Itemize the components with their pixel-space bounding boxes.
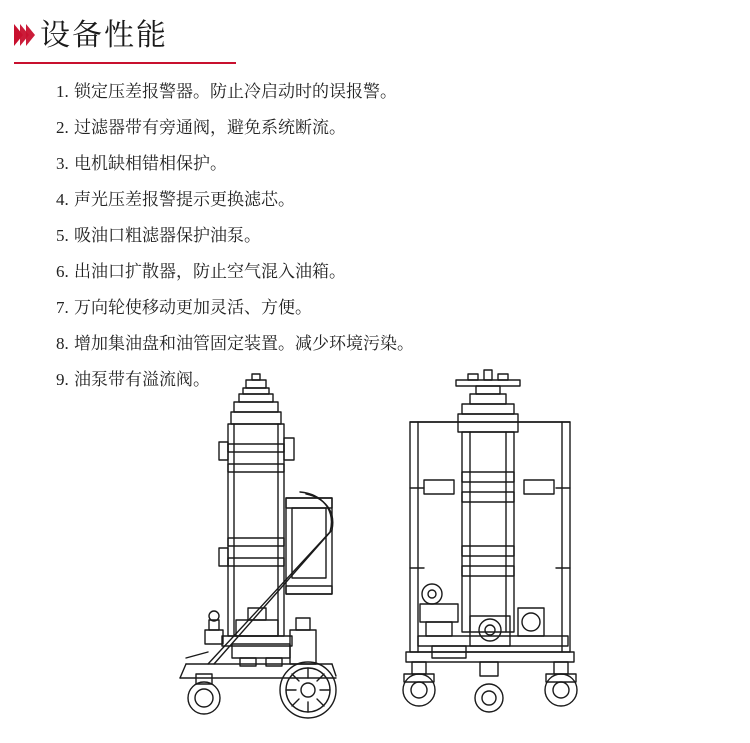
list-item-text: 出油口扩散器，防止空气混入油箱。: [74, 262, 346, 282]
list-item-number: 4.: [56, 190, 69, 209]
list-item-number: 3.: [56, 154, 69, 173]
oil-filter-cart-side-view: [180, 374, 336, 718]
list-item-number: 6.: [56, 262, 69, 281]
list-item: [56, 110, 750, 146]
list-item-text: 增加集油盘和油管固定装置。减少环境污染。: [74, 334, 414, 354]
list-item-number: 7.: [56, 298, 69, 317]
list-item-number: 8.: [56, 334, 69, 353]
page-title: 设备性能: [40, 18, 168, 53]
list-item-number: 5.: [56, 226, 69, 245]
list-item: [56, 326, 750, 362]
page-header: [0, 0, 750, 52]
list-item: [56, 254, 750, 290]
list-item-number: 1.: [56, 82, 69, 101]
list-item-text: 万向轮使移动更加灵活、方便。: [74, 298, 312, 318]
list-item: [56, 74, 750, 110]
line-drawing-svg: [0, 368, 750, 743]
list-item-text: 吸油口粗滤器保护油泵。: [74, 226, 261, 246]
list-item-text: 声光压差报警提示更换滤芯。: [74, 190, 295, 210]
list-item-number: 2.: [56, 118, 69, 137]
list-item-text: 电机缺相错相保护。: [74, 154, 227, 174]
list-item: [56, 290, 750, 326]
product-line-drawings: [0, 368, 750, 743]
oil-filter-cart-front-view: [403, 370, 577, 712]
triple-chevron-right-icon: [14, 24, 32, 46]
list-item: [56, 146, 750, 182]
list-item-text: 油泵带有溢流阀。: [74, 370, 210, 390]
feature-list: [0, 74, 750, 398]
list-item: [56, 182, 750, 218]
list-item-text: 过滤器带有旁通阀，避免系统断流。: [74, 118, 346, 138]
list-item-text: 锁定压差报警器。防止冷启动时的误报警。: [74, 82, 397, 102]
list-item: [56, 218, 750, 254]
list-item-number: 9.: [56, 370, 69, 389]
header-underline: [14, 62, 236, 64]
